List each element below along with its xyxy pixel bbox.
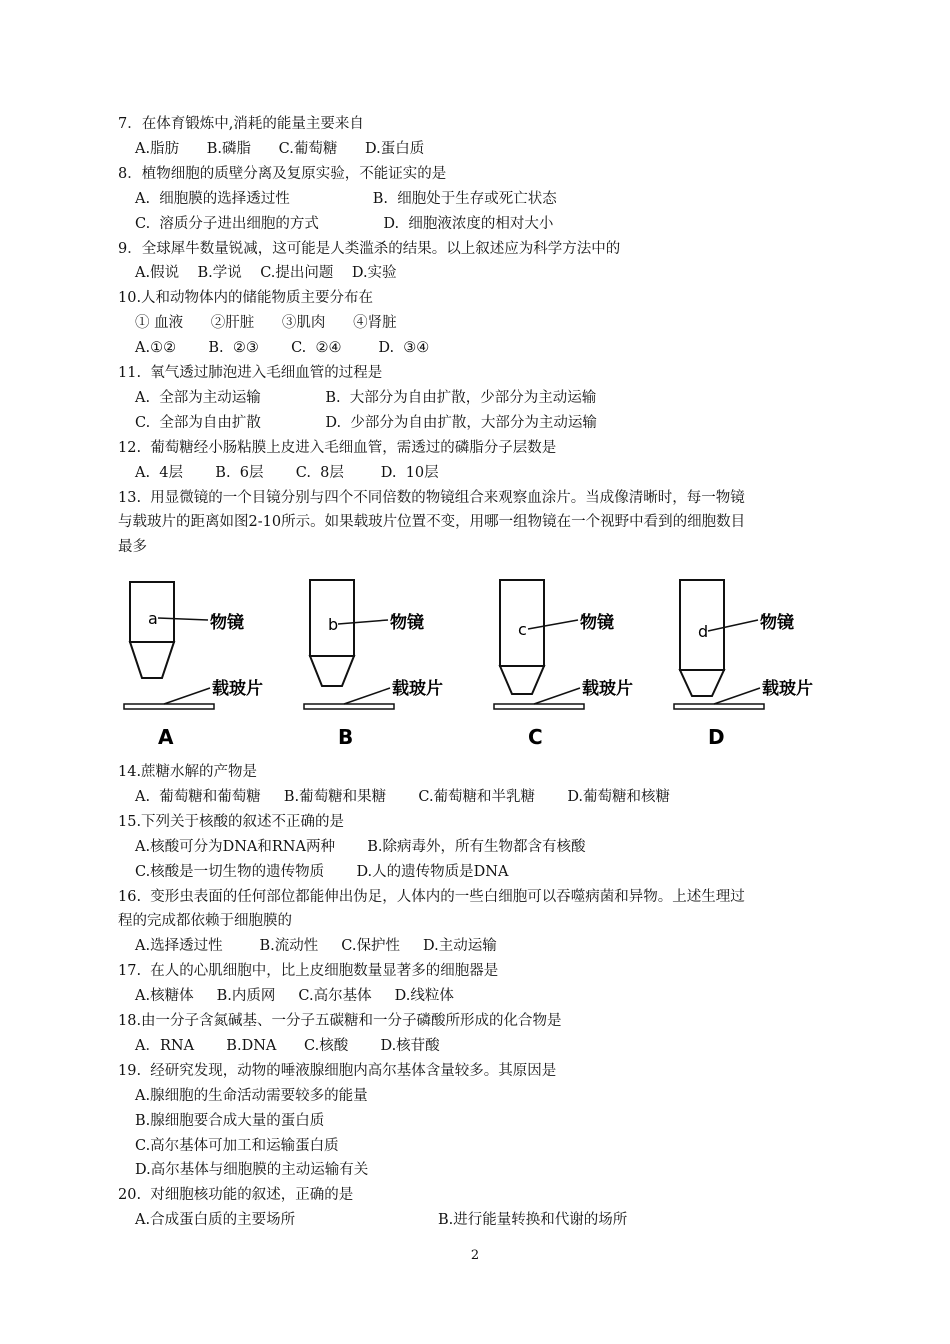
objective-panel-b [304, 580, 443, 749]
question-options: B.腺细胞要合成大量的蛋白质 [135, 1112, 325, 1129]
question-options: C.高尔基体可加工和运输蛋白质 [135, 1137, 339, 1154]
question-options: ① 血液 ②肝脏 ③肌肉 ④肾脏 [135, 315, 397, 332]
question-stem: 17. 在人的心肌细胞中，比上皮细胞数量显著多的细胞器是 [118, 963, 499, 980]
question-stem: 19. 经研究发现，动物的唾液腺细胞内高尔基体含量较多。其原因是 [118, 1062, 557, 1079]
lens-letter: a [148, 609, 158, 628]
question-options: A.脂肪 B.磷脂 C.葡萄糖 D.蛋白质 [135, 140, 425, 157]
lens-letter: d [698, 622, 709, 641]
question-stem: 10.人和动物体内的储能物质主要分布在 [118, 290, 374, 307]
question-options: A. 细胞膜的选择透过性 B. 细胞处于生存或死亡状态 [135, 190, 557, 207]
question-stem: 12. 葡萄糖经小肠粘膜上皮进入毛细血管，需透过的磷脂分子层数是 [118, 439, 557, 456]
question-stem: 7．在体育锻炼中,消耗的能量主要来自 [118, 116, 364, 132]
question-options: A.核糖体 B.内质网 C.高尔基体 D.线粒体 [135, 988, 454, 1005]
question-options: C. 溶质分子进出细胞的方式 D. 细胞液浓度的相对大小 [135, 215, 554, 232]
lens-letter: b [328, 615, 339, 634]
question-options: A．RNA B.DNA C.核酸 D.核苷酸 [135, 1037, 440, 1054]
panel-letter: B [338, 725, 354, 749]
question-options: A.假说 B.学说 C.提出问题 D.实验 [135, 265, 397, 282]
question-stem: 8．植物细胞的质壁分离及复原实验，不能证实的是 [118, 165, 447, 182]
question-options: A. 4层 B. 6层 C. 8层 D. 10层 [135, 464, 439, 481]
objective-label: 物镜 [210, 613, 244, 633]
panel-letter: A [158, 725, 174, 749]
objective-panel-d [674, 580, 813, 749]
slide-label: 载玻片 [212, 679, 263, 699]
lens-letter: c [518, 620, 527, 639]
question-options: A. 葡萄糖和葡萄糖 B.葡萄糖和果糖 C.葡萄糖和半乳糖 D.葡萄糖和核糖 [135, 788, 671, 805]
question-stem: 程的完成都依赖于细胞膜的 [118, 913, 292, 930]
question-options: D.高尔基体与细胞膜的主动运输有关 [135, 1162, 369, 1179]
question-options: A.腺细胞的生命活动需要较多的能量 [135, 1087, 368, 1104]
objective-label: 物镜 [390, 613, 424, 633]
slide-label: 载玻片 [762, 679, 813, 699]
question-stem: 15.下列关于核酸的叙述不正确的是 [118, 813, 345, 830]
question-stem: 14.蔗糖水解的产物是 [118, 764, 258, 780]
question-options: A.合成蛋白质的主要场所 B.进行能量转换和代谢的场所 [135, 1212, 628, 1229]
page-number: 2 [470, 1248, 480, 1263]
question-stem: 9．全球犀牛数量锐减，这可能是人类滥杀的结果。以上叙述应为科学方法中的 [118, 240, 621, 257]
question-options: A.选择透过性 B.流动性 C.保护性 D.主动运输 [135, 938, 497, 955]
panel-letter: C [528, 725, 543, 749]
question-stem: 16. 变形虫表面的任何部位都能伸出伪足，人体内的一些白细胞可以吞噬病菌和异物。上述生理过 [118, 888, 745, 905]
question-stem: 18.由一分子含氮碱基、一分子五碳糖和一分子磷酸所形成的化合物是 [118, 1013, 562, 1029]
panel-letter: D [708, 725, 725, 749]
objective-label: 物镜 [760, 613, 794, 633]
question-options: A.核酸可分为DNA和RNA两种 B.除病毒外，所有生物都含有核酸 [135, 838, 586, 855]
question-stem: 最多 [118, 539, 147, 556]
microscope-objectives-figure [118, 566, 848, 756]
question-stem: 20. 对细胞核功能的叙述，正确的是 [118, 1187, 354, 1204]
objective-panel-c [494, 580, 633, 749]
slide-label: 载玻片 [392, 679, 443, 699]
question-stem: 11. 氧气透过肺泡进入毛细血管的过程是 [118, 365, 383, 381]
slide-label: 载玻片 [582, 679, 633, 699]
question-options: A. 全部为主动运输 B. 大部分为自由扩散，少部分为主动运输 [135, 389, 597, 406]
question-options: C.核酸是一切生物的遗传物质 D.人的遗传物质是DNA [135, 863, 509, 880]
objective-label: 物镜 [580, 613, 614, 633]
question-options: A.①② B. ②③ C. ②④ D. ③④ [135, 340, 430, 357]
question-options: C. 全部为自由扩散 D. 少部分为自由扩散，大部分为主动运输 [135, 414, 597, 431]
objective-panel-a [124, 582, 263, 749]
question-stem: 13. 用显微镜的一个目镜分别与四个不同倍数的物镜组合来观察血涂片。当成像清晰时，每一物镜 [118, 489, 745, 506]
question-stem: 与载玻片的距离如图2-10所示。如果载玻片位置不变，用哪一组物镜在一个视野中看到的细胞数目 [118, 514, 746, 531]
